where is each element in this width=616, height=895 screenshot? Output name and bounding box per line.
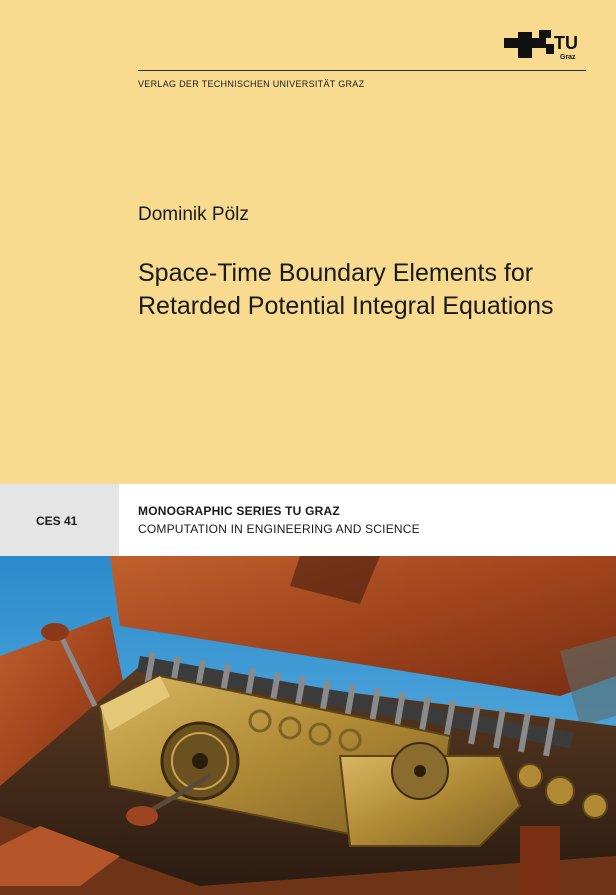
book-title-line-2: Retarded Potential Integral Equations (138, 292, 554, 320)
book-title-line-1: Space-Time Boundary Elements for (138, 259, 534, 287)
author-name: Dominik Pölz (138, 204, 249, 225)
cover-photo-calculator (0, 556, 616, 895)
book-title (138, 257, 608, 323)
tu-graz-logo-mark (504, 30, 594, 64)
series-subtitle: COMPUTATION IN ENGINEERING AND SCIENCE (138, 522, 420, 536)
header-rule (138, 70, 586, 71)
series-number: CES 41 (36, 514, 78, 528)
tu-graz-logo (504, 30, 594, 64)
logo-tu-text: TU (554, 33, 578, 53)
series-number-box (0, 484, 119, 556)
series-band (0, 484, 616, 556)
logo-graz-text: Graz (560, 54, 576, 61)
series-name: MONOGRAPHIC SERIES TU GRAZ (138, 504, 340, 518)
calculator-illustration (0, 556, 616, 895)
publisher-name: VERLAG DER TECHNISCHEN UNIVERSITÄT GRAZ (138, 79, 365, 89)
